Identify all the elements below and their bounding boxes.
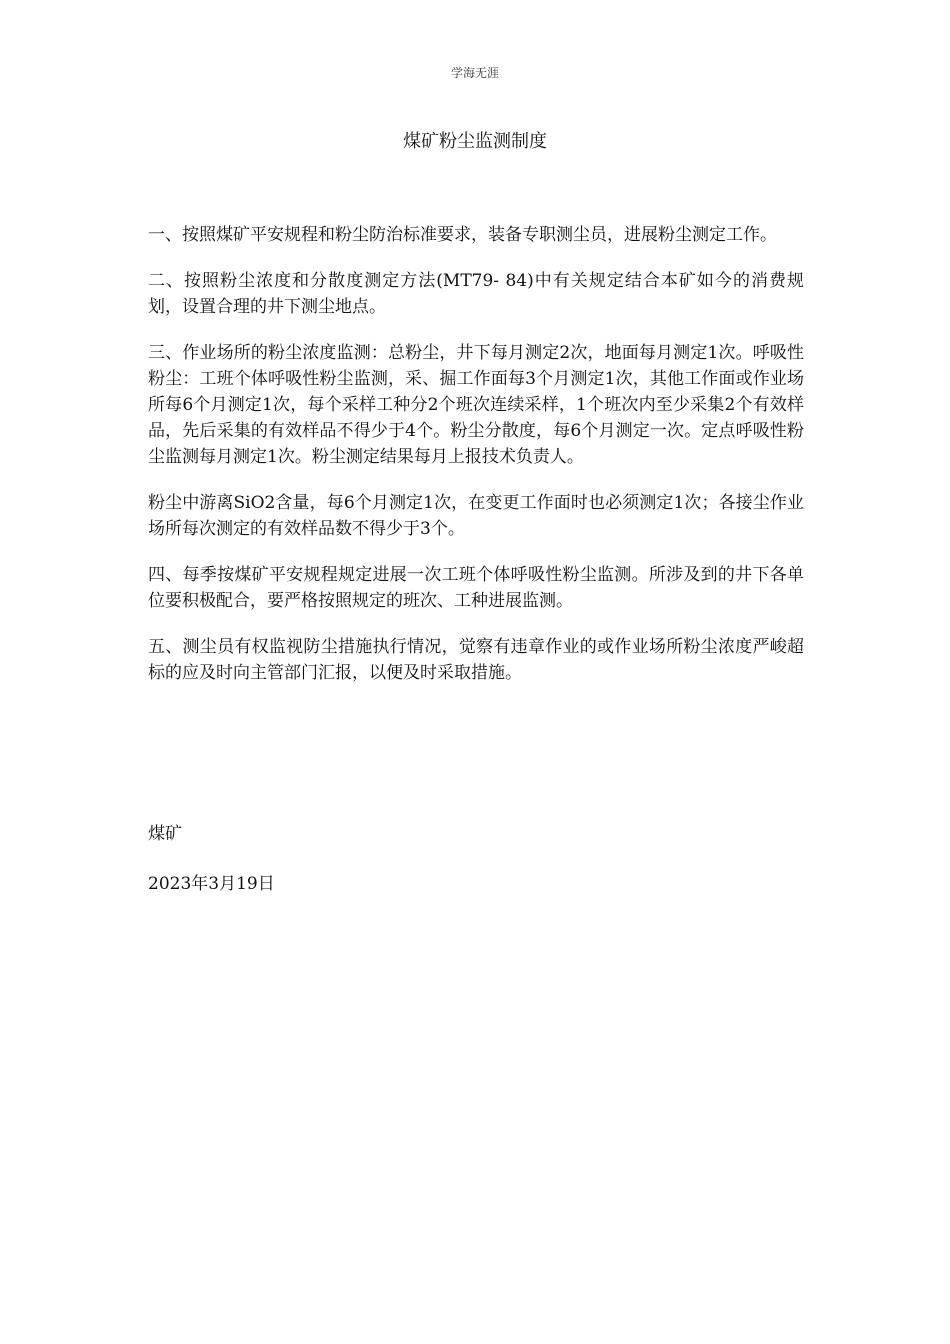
page-header: 学海无涯 — [450, 66, 499, 80]
paragraph-4: 粉尘中游离SiO2含量，每6个月测定1次，在变更工作面时也必须测定1次；各接尘作业场所每次测定的有效样品数不得少于3个。 — [148, 493, 804, 539]
paragraph-1: 一、按照煤矿平安规程和粉尘防治标准要求，装备专职测尘员，进展粉尘测定工作。 — [148, 225, 777, 245]
signature-organization: 煤矿 — [148, 824, 182, 844]
signature-date: 2023年3月19日 — [148, 874, 275, 894]
document-body — [148, 222, 804, 706]
document-title: 煤矿粉尘监测制度 — [403, 131, 547, 152]
paragraph-5: 四、每季按煤矿平安规程规定进展一次工班个体呼吸性粉尘监测。所涉及到的井下各单位要积极配合，要严格按照规定的班次、工种进展监测。 — [148, 565, 804, 611]
paragraph-3: 三、作业场所的粉尘浓度监测：总粉尘，井下每月测定2次，地面每月测定1次。呼吸性粉尘：工班个体呼吸性粉尘监测，采、掘工作面每3个月测定1次，其他工作面或作业场所每6个月测定1次，每个采样工种分2个班次连续采样，1个班次内至少采集2个有效样品，先后采集的有效样品不得少于4个。粉尘分散度，每6个月测定一次。定点呼吸性粉尘监测每月测定1次。粉尘测定结果每月上报技术负责人。 — [148, 343, 804, 467]
paragraph-6: 五、测尘员有权监视防尘措施执行情况，觉察有违章作业的或作业场所粉尘浓度严峻超标的应及时向主管部门汇报，以便及时采取措施。 — [148, 637, 804, 683]
paragraph-2: 二、按照粉尘浓度和分散度测定方法(MT79- 84)中有关规定结合本矿如今的消费规划，设置合理的井下测尘地点。 — [148, 271, 804, 317]
